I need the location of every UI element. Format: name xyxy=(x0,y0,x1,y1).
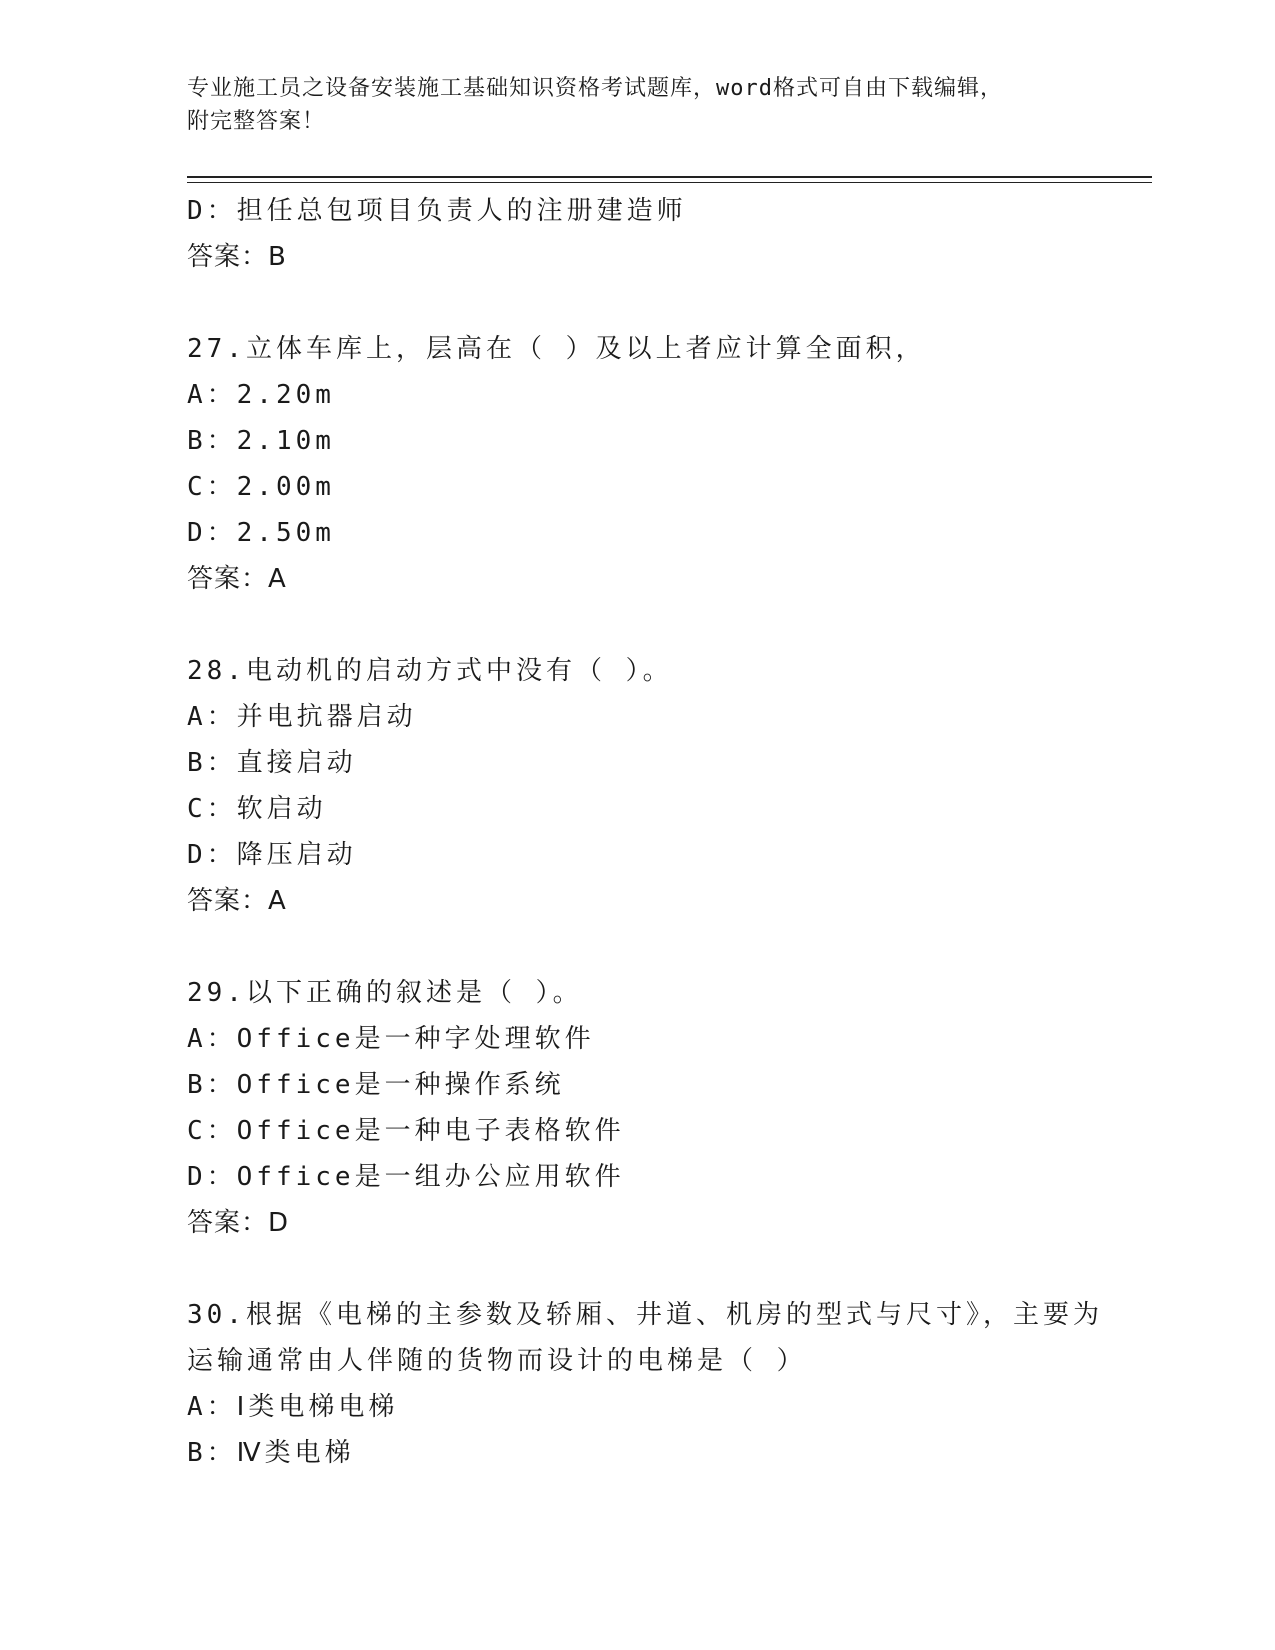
option-a: A：Office是一种字处理软件 xyxy=(187,1024,595,1054)
header-divider-thin xyxy=(187,182,1152,183)
spacer xyxy=(187,280,1152,326)
question-block-28 xyxy=(187,648,1152,924)
answer-line: 答案：A xyxy=(187,564,287,594)
option-a: A：2.20m xyxy=(187,380,335,410)
question-text: 29.以下正确的叙述是（ ）。 xyxy=(187,978,583,1008)
question-text-line-1: 30.根据《电梯的主参数及轿厢、井道、机房的型式与尺寸》，主要为 xyxy=(187,1300,1103,1330)
option-b: B：2.10m xyxy=(187,426,335,456)
option-a: A：并电抗器启动 xyxy=(187,702,417,732)
option-d: D：2.50m xyxy=(187,518,335,548)
answer-line: 答案：A xyxy=(187,886,287,916)
header-line-2: 附完整答案！ xyxy=(187,109,326,134)
header-line-1: 专业施工员之设备安装施工基础知识资格考试题库，word格式可自由下载编辑， xyxy=(187,76,1003,101)
question-list xyxy=(187,188,1152,1476)
spacer xyxy=(187,602,1152,648)
option-c: C：Office是一种电子表格软件 xyxy=(187,1116,625,1146)
option-c: C：软启动 xyxy=(187,794,327,824)
question-block-29 xyxy=(187,970,1152,1246)
question-block-27 xyxy=(187,326,1152,602)
question-block-prev xyxy=(187,188,1152,280)
question-text: 28.电动机的启动方式中没有（ ）。 xyxy=(187,656,673,686)
spacer xyxy=(187,1246,1152,1292)
question-text-line-2: 运输通常由人伴随的货物而设计的电梯是（ ） xyxy=(187,1346,807,1376)
document-header xyxy=(187,72,1087,138)
answer-line: 答案：B xyxy=(187,242,287,272)
question-text: 27.立体车库上，层高在（ ）及以上者应计算全面积， xyxy=(187,334,926,364)
option-b: B：Ⅳ类电梯 xyxy=(187,1438,355,1468)
option-d: D：降压启动 xyxy=(187,840,357,870)
option-d: D：Office是一组办公应用软件 xyxy=(187,1162,625,1192)
header-divider-thick xyxy=(187,176,1152,178)
question-block-30 xyxy=(187,1292,1152,1476)
answer-line: 答案：D xyxy=(187,1208,290,1238)
option-d: D：担任总包项目负责人的注册建造师 xyxy=(187,196,687,226)
spacer xyxy=(187,924,1152,970)
option-b: B：Office是一种操作系统 xyxy=(187,1070,565,1100)
option-a: A：Ⅰ类电梯电梯 xyxy=(187,1392,399,1422)
option-b: B：直接启动 xyxy=(187,748,357,778)
option-c: C：2.00m xyxy=(187,472,335,502)
